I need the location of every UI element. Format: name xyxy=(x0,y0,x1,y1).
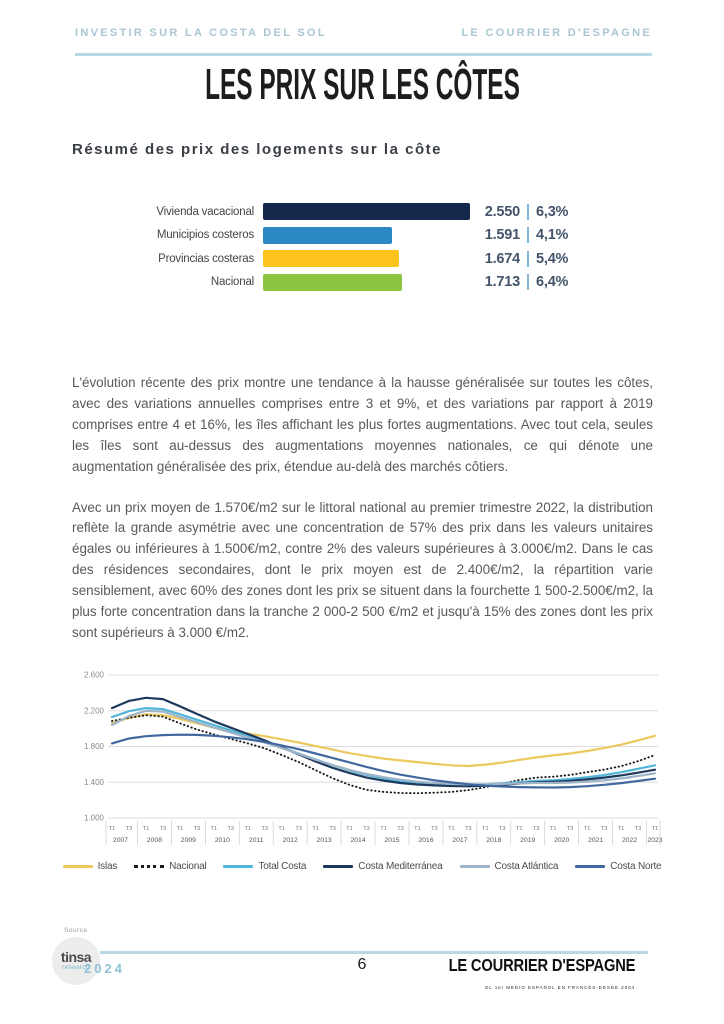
svg-text:T3: T3 xyxy=(329,826,336,832)
bar-value-number: 1.674 xyxy=(484,250,520,267)
svg-text:T3: T3 xyxy=(125,826,133,832)
legend-item xyxy=(134,861,206,872)
bar-label: Vivienda vacacional xyxy=(156,205,254,218)
courrier-espagne-logo xyxy=(413,955,635,994)
logo-title: LE COURRIER D'ESPAGNE xyxy=(448,955,635,975)
svg-text:2010: 2010 xyxy=(214,837,230,844)
svg-text:T1: T1 xyxy=(312,826,319,832)
svg-text:1.400: 1.400 xyxy=(83,777,104,787)
source-label: Source xyxy=(64,927,88,934)
value-separator xyxy=(527,251,529,267)
legend-swatch-costa-atlantica xyxy=(460,865,490,868)
svg-text:T3: T3 xyxy=(532,826,540,832)
value-separator xyxy=(527,274,529,290)
svg-text:2023: 2023 xyxy=(647,837,663,844)
chart-legend xyxy=(72,861,662,872)
svg-text:T3: T3 xyxy=(634,826,642,832)
svg-text:T3: T3 xyxy=(159,826,167,832)
svg-text:T1: T1 xyxy=(515,826,523,832)
tinsa-logo-text: tinsa xyxy=(60,949,92,965)
svg-text:T3: T3 xyxy=(261,826,268,832)
svg-text:2014: 2014 xyxy=(350,837,366,844)
bar-value-number: 1.591 xyxy=(484,227,520,243)
bar-track xyxy=(263,227,478,244)
bar-value xyxy=(478,274,568,290)
legend-label: Total Costa xyxy=(258,861,307,872)
tinsa-research-text: research xyxy=(62,964,90,971)
legend-item xyxy=(323,861,442,872)
footer-year: 2024 xyxy=(84,961,125,976)
svg-text:T1: T1 xyxy=(617,826,625,832)
svg-text:T3: T3 xyxy=(600,826,608,832)
bar-row xyxy=(72,227,592,244)
legend-label: Islas xyxy=(97,861,118,872)
svg-text:T1: T1 xyxy=(482,826,489,832)
svg-text:T1: T1 xyxy=(380,826,387,832)
bar-track xyxy=(263,203,478,220)
svg-text:T1: T1 xyxy=(278,826,285,832)
svg-text:2009: 2009 xyxy=(180,837,196,844)
svg-text:2013: 2013 xyxy=(316,837,332,844)
section-heading: Résumé des prix des logements sur la côte xyxy=(72,141,442,158)
bar-label: Provincias costeras xyxy=(158,252,254,265)
svg-text:2012: 2012 xyxy=(282,837,298,844)
legend-item xyxy=(223,861,306,872)
svg-text:T1: T1 xyxy=(583,826,591,832)
svg-text:T3: T3 xyxy=(295,826,302,832)
svg-text:T3: T3 xyxy=(431,826,438,832)
svg-text:T1: T1 xyxy=(244,826,252,832)
value-separator xyxy=(527,204,529,220)
page-title: LES PRIX SUR LES CÔTES xyxy=(204,60,520,109)
svg-text:2015: 2015 xyxy=(384,837,400,844)
svg-text:1.000: 1.000 xyxy=(83,813,104,823)
svg-text:2018: 2018 xyxy=(486,837,502,844)
svg-text:2011: 2011 xyxy=(248,837,264,844)
price-summary-bar-chart xyxy=(72,203,592,297)
svg-text:T1: T1 xyxy=(210,826,218,832)
svg-text:1.800: 1.800 xyxy=(83,742,104,752)
bar xyxy=(263,274,402,291)
svg-text:T3: T3 xyxy=(363,826,370,832)
bar-label: Municipios costeros xyxy=(156,229,254,241)
svg-text:2008: 2008 xyxy=(146,837,162,844)
svg-text:2.600: 2.600 xyxy=(83,670,104,680)
bar-value-percent: 4,1% xyxy=(536,227,569,243)
paragraph-1: L'évolution récente des prix montre une tendance à la hausse généralisée sur toutes les côtes, avec des variations annuelles comprises entre 3 et 9%, et des variations par rapport à 2019 comprises entre 4 et 16%, les îles affichant les plus fortes augmentations. Avec tout cela, seules les îles sont au-dessus des augmentations moyennes nationales, ce qui dénote une augmentation généralisée des prix, étendue au-delà des marchés côtiers. xyxy=(72,375,653,474)
page-title-wrap xyxy=(0,60,724,109)
header-left-text: INVESTIR SUR LA COSTA DEL SOL xyxy=(75,27,327,39)
svg-text:T1: T1 xyxy=(108,826,116,832)
bar-value-percent: 6,3% xyxy=(536,203,569,220)
svg-text:2021: 2021 xyxy=(588,837,604,844)
bar xyxy=(263,250,399,267)
svg-text:T3: T3 xyxy=(227,826,235,832)
legend-item xyxy=(575,861,661,872)
legend-swatch-costa-mediterranea xyxy=(323,865,353,868)
body-text xyxy=(72,373,653,664)
bar-track xyxy=(263,274,478,291)
bar-label: Nacional xyxy=(210,276,254,288)
legend-swatch-islas xyxy=(63,865,93,868)
legend-label: Costa Mediterránea xyxy=(358,861,443,872)
bar-value-percent: 6,4% xyxy=(536,274,569,290)
legend-label: Nacional xyxy=(169,861,207,872)
bar-value xyxy=(478,204,568,220)
legend-swatch-costa-norte xyxy=(575,865,605,868)
bar xyxy=(263,227,392,244)
bar-row xyxy=(72,250,592,267)
svg-text:T1: T1 xyxy=(142,826,150,832)
bar-row xyxy=(72,274,592,291)
svg-text:2.200: 2.200 xyxy=(83,706,104,716)
legend-item xyxy=(460,861,559,872)
logo-tagline: EL 1er MEDIO ESPAÑOL EN FRANCÉS-DESDE 2004 xyxy=(485,985,635,990)
bar-value-percent: 5,4% xyxy=(536,250,569,267)
value-separator xyxy=(527,227,529,243)
legend-label: Costa Atlántica xyxy=(494,861,559,872)
svg-text:2019: 2019 xyxy=(520,837,536,844)
footer-divider xyxy=(100,951,648,954)
svg-text:2007: 2007 xyxy=(112,837,129,844)
legend-item xyxy=(63,861,118,872)
legend-swatch-nacional xyxy=(134,865,164,868)
svg-text:2020: 2020 xyxy=(554,837,570,844)
bar-track xyxy=(263,250,478,267)
svg-text:2022: 2022 xyxy=(621,837,638,844)
svg-text:T3: T3 xyxy=(193,826,201,832)
bar-value xyxy=(478,251,568,267)
svg-text:T3: T3 xyxy=(566,826,574,832)
svg-text:T1: T1 xyxy=(346,826,353,832)
price-evolution-line-chart xyxy=(66,658,666,858)
svg-text:T3: T3 xyxy=(465,826,472,832)
legend-label: Costa Norte xyxy=(610,861,662,872)
svg-text:2017: 2017 xyxy=(452,837,468,844)
svg-text:T3: T3 xyxy=(397,826,404,832)
svg-text:T1: T1 xyxy=(651,826,659,832)
bar-value-number: 1.713 xyxy=(484,274,520,290)
bar xyxy=(263,203,470,220)
paragraph-2: Avec un prix moyen de 1.570€/m2 sur le littoral national au premier trimestre 2022, la distribution reflète la grande asymétrie avec une concentration de 57% des prix dans les valeurs unitaires égales ou inférieures à 1.500€/m2, contre 2% des valeurs supérieures à 3.000€/m2. Dans le cas des résidences secondaires, dont le prix moyen est de 2.400€/m2, la répartition varie sensiblement, avec 60% des zones dont les prix se situent dans la fourchette 1 500-2.500€/m2, la plus forte concentration dans la tranche 2 000-2 500 €/m2 et jusqu'à 15% des zones dont les prix sont supérieurs à 3.000 €/m2. xyxy=(72,499,653,640)
svg-text:T3: T3 xyxy=(499,826,506,832)
legend-swatch-total-costa xyxy=(223,865,253,868)
svg-text:T1: T1 xyxy=(448,826,455,832)
page-header xyxy=(75,27,652,39)
svg-text:T1: T1 xyxy=(414,826,421,832)
header-right-text: LE COURRIER D'ESPAGNE xyxy=(461,27,652,39)
svg-text:2016: 2016 xyxy=(418,837,434,844)
svg-text:T1: T1 xyxy=(176,826,184,832)
bar-value xyxy=(478,227,568,243)
bar-row xyxy=(72,203,592,220)
header-divider xyxy=(75,53,652,56)
bar-value-number: 2.550 xyxy=(484,203,520,220)
svg-text:T1: T1 xyxy=(549,826,557,832)
page-number: 6 xyxy=(357,956,367,973)
